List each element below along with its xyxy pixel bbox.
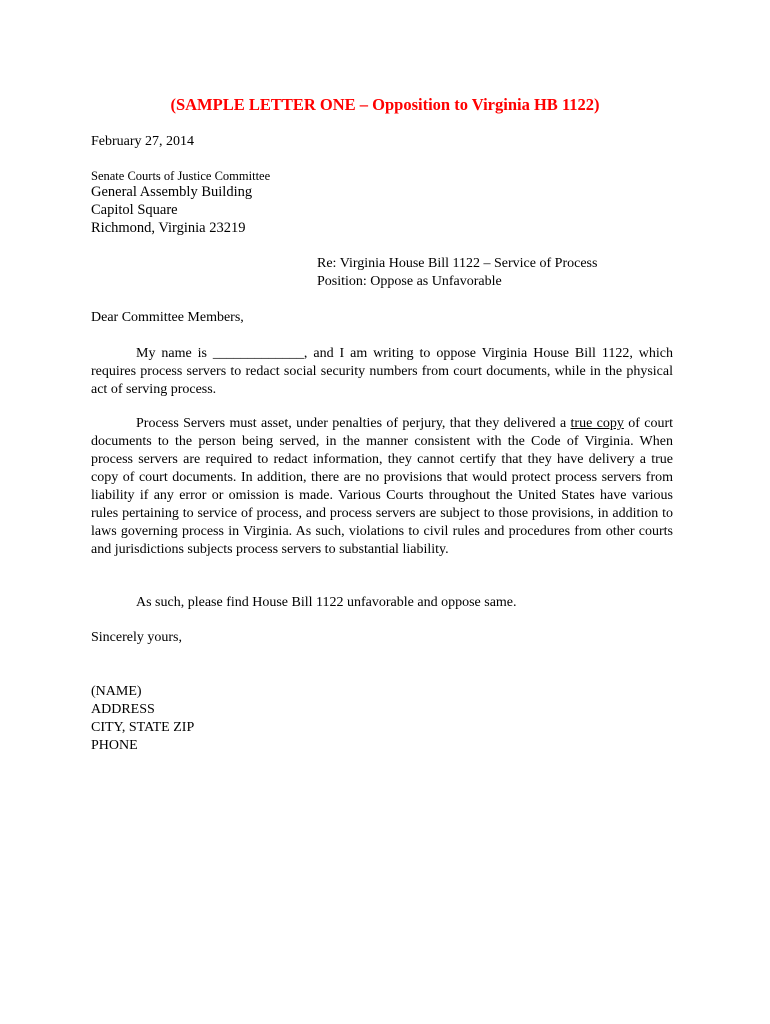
re-position: Position: Oppose as Unfavorable	[317, 274, 502, 289]
recipient-building: General Assembly Building	[91, 184, 253, 200]
letter-title: (SAMPLE LETTER ONE – Opposition to Virginia HB 1122)	[170, 95, 600, 114]
paragraph-2-text-start: Process Servers must asset, under penalties of perjury, that they delivered a	[136, 416, 571, 431]
signature-block	[91, 683, 194, 755]
salutation: Dear Committee Members,	[91, 310, 244, 325]
recipient-city: Richmond, Virginia 23219	[91, 220, 246, 236]
paragraph-1-text: My name is _____________, and I am writing to oppose Virginia House Bill 1122, which requires process servers to redact social security numbers from court documents, while in the physical act of serving process.	[91, 346, 673, 397]
signature-phone: PHONE	[91, 738, 138, 753]
closing: Sincerely yours,	[91, 630, 182, 645]
signature-city-state-zip: CITY, STATE ZIP	[91, 720, 195, 735]
paragraph-2-text-end: of court documents to the person being served, in the manner consistent with the Code of Virginia. When process servers are required to redact information, they cannot certify that they have delivery a true copy of court documents. In addition, there are no provisions that would protect process servers from liability if any error or omission is made. Various Courts throughout the United States have various rules pertaining to service of process, and process servers are subject to those provisions, in addition to laws governing process in Virginia. As such, violations to civil rules and procedures from other courts and jurisdictions subjects process servers to substantial liability.	[91, 416, 673, 557]
body-paragraph-1	[91, 345, 673, 399]
recipient-committee: Senate Courts of Justice Committee	[91, 169, 271, 183]
re-block	[317, 255, 597, 291]
recipient-street: Capitol Square	[91, 202, 178, 218]
re-subject: Re: Virginia House Bill 1122 – Service of Process	[317, 256, 598, 271]
body-paragraph-2	[91, 415, 673, 559]
signature-address: ADDRESS	[91, 702, 155, 717]
signature-name: (NAME)	[91, 684, 142, 699]
letter-date: February 27, 2014	[91, 134, 195, 149]
paragraph-3-text: As such, please find House Bill 1122 unfavorable and oppose same.	[136, 595, 517, 610]
true-copy-underlined: true copy	[570, 416, 624, 431]
recipient-address	[91, 183, 252, 237]
body-paragraph-3	[91, 594, 673, 612]
